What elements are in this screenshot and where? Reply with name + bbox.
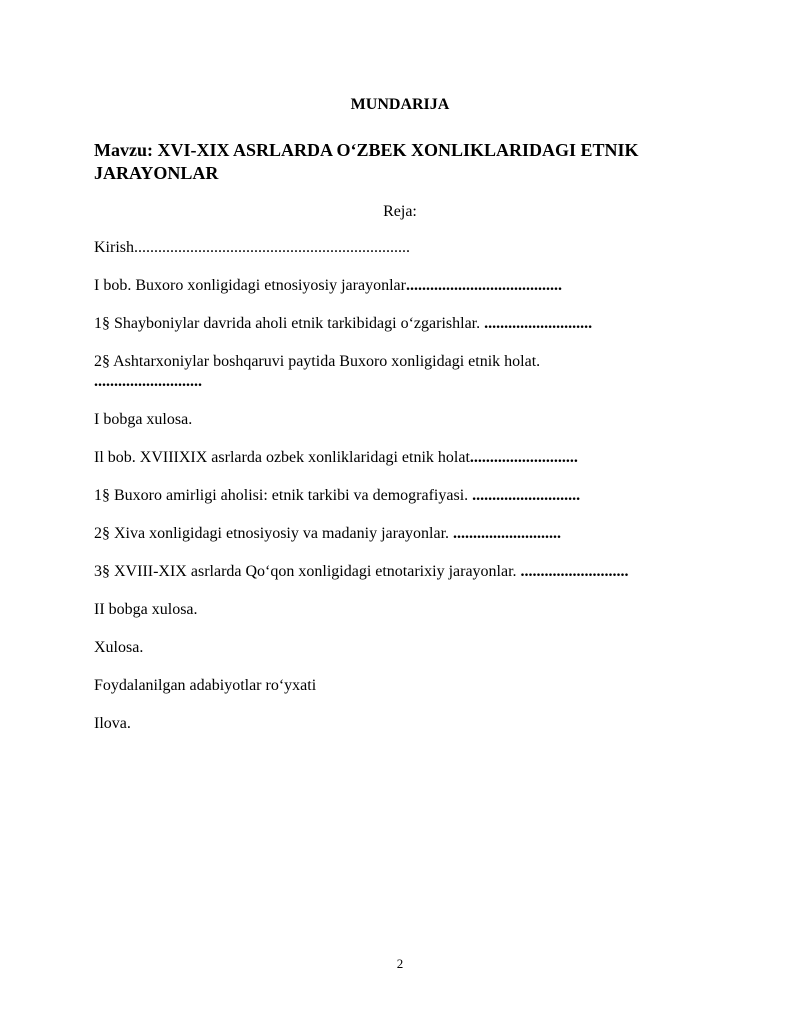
toc-item-text: 3§ XVIII-XIX asrlarda Qo‘qon xonligidagi etnotarixiy jarayonlar.	[94, 563, 521, 580]
toc-item-leader: .....................................................................	[134, 239, 410, 256]
toc-item-section-1-1	[94, 314, 734, 352]
toc-item-text: 1§ Shayboniylar davrida aholi etnik tarkibidagi o‘zgarishlar.	[94, 315, 485, 332]
toc-item-section-2-2	[94, 524, 734, 562]
toc-item-text: Foydalanilgan adabiyotlar ro‘yxati	[94, 677, 317, 694]
toc-item-chapter-2	[94, 448, 734, 486]
toc-item-introduction	[94, 238, 734, 276]
toc-item-text: Xulosa.	[94, 639, 144, 656]
toc-item-leader: ...........................	[472, 487, 581, 504]
toc-item-text: Il bob. XVIIIXIX asrlarda ozbek xonliklaridagi etnik holat	[94, 449, 470, 466]
toc-item-section-2-1	[94, 486, 734, 524]
toc-item-leader: ...........................	[484, 315, 593, 332]
toc-item-text: 2§ Ashtarxoniylar boshqaruvi paytida Buxoro xonligidagi etnik holat.	[94, 353, 541, 370]
toc-item-leader: ...........................	[520, 563, 629, 580]
table-of-contents	[94, 238, 734, 752]
toc-item-chapter-1	[94, 276, 734, 314]
document-title: MUNDARIJA	[350, 96, 450, 113]
toc-item-leader: ...........................	[94, 373, 202, 390]
toc-item-text: I bob. Buxoro xonligidagi etnosiyosiy jarayonlar	[94, 277, 406, 294]
toc-item-chapter-2-conclusion	[94, 600, 734, 638]
toc-item-appendix	[94, 714, 734, 752]
toc-item-text: I bobga xulosa.	[94, 411, 193, 428]
toc-item-leader: .......................................	[405, 277, 562, 294]
toc-item-leader: ...........................	[453, 525, 562, 542]
toc-item-text: Ilova.	[94, 715, 131, 732]
subject-heading: Mavzu: XVI-XIX ASRLARDA O‘ZBEK XONLIKLARIDAGI ETNIK JARAYONLAR	[94, 140, 639, 183]
toc-item-leader: ...........................	[469, 449, 578, 466]
toc-item-text: 2§ Xiva xonligidagi etnosiyosiy va madaniy jarayonlar.	[94, 525, 454, 542]
toc-item-text: II bobga xulosa.	[94, 601, 198, 618]
toc-item-text: Kirish	[94, 239, 134, 256]
page-number: 2	[396, 956, 404, 971]
plan-label: Reja:	[383, 203, 417, 220]
toc-item-section-1-2	[94, 352, 594, 410]
toc-item-text: 1§ Buxoro amirligi aholisi: etnik tarkibi va demografiyasi.	[94, 487, 473, 504]
toc-item-conclusion	[94, 638, 734, 676]
toc-item-references	[94, 676, 734, 714]
toc-item-chapter-1-conclusion	[94, 410, 734, 448]
toc-item-section-2-3	[94, 562, 734, 600]
